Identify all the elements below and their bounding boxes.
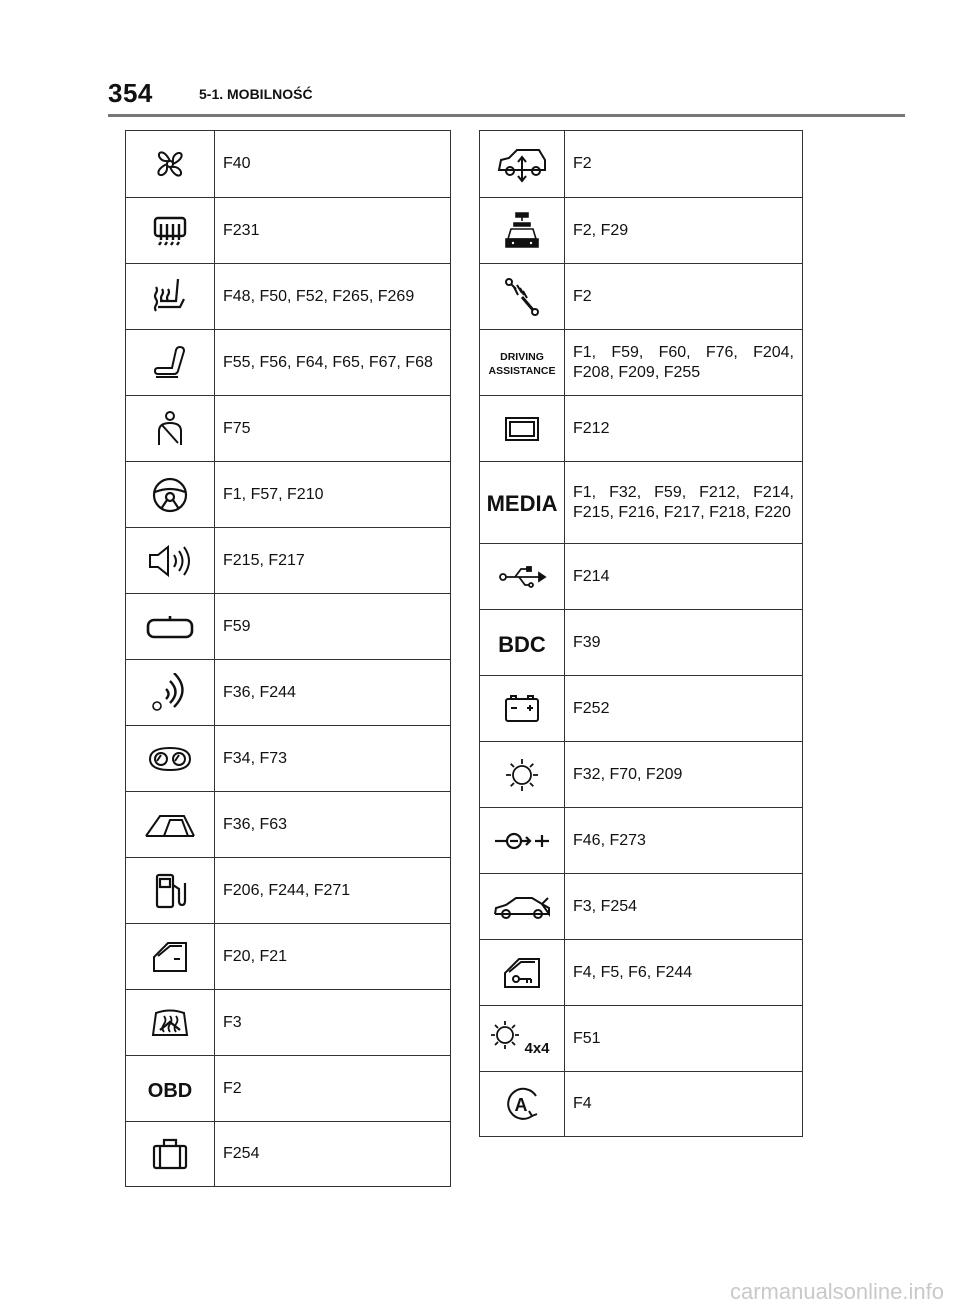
table-row xyxy=(126,461,450,527)
table-row xyxy=(480,807,802,873)
instrument-cluster-icon xyxy=(126,726,215,791)
fuse-list: F2 xyxy=(573,155,592,172)
table-row xyxy=(480,395,802,461)
4x4-gear-icon xyxy=(480,1006,565,1071)
rear-defrost-icon xyxy=(126,198,215,263)
fuse-list: F4 xyxy=(573,1095,592,1112)
page-number: 354 xyxy=(108,78,153,108)
seatbelt-icon xyxy=(126,396,215,461)
seat-icon xyxy=(126,330,215,395)
svg-text:BDC: BDC xyxy=(498,631,546,657)
fuse-list: F36, F63 xyxy=(223,815,288,833)
bdc-icon xyxy=(480,610,565,675)
right-fuse-table xyxy=(479,130,803,1137)
table-row xyxy=(480,1005,802,1071)
steering-wheel-icon xyxy=(126,462,215,527)
car-trunk-icon xyxy=(480,874,565,939)
fuse-list: F36, F244 xyxy=(223,683,296,701)
left-fuse-table xyxy=(125,130,451,1187)
table-row xyxy=(126,659,450,725)
table-row xyxy=(480,543,802,609)
table-row xyxy=(126,791,450,857)
fuse-list: F2, F29 xyxy=(573,221,629,239)
car-suspension-icon xyxy=(480,131,565,197)
svg-text:A: A xyxy=(514,1095,528,1115)
fuse-list: F20, F21 xyxy=(223,947,288,965)
svg-text:ASSISTANCE: ASSISTANCE xyxy=(488,364,556,377)
fuse-list: F55, F56, F64, F65, F67, F68 xyxy=(223,353,433,371)
battery-icon xyxy=(480,676,565,741)
interior-mirror-icon xyxy=(126,594,215,659)
fuse-list: F215, F217 xyxy=(223,551,305,569)
table-row xyxy=(480,675,802,741)
table-row xyxy=(126,1055,450,1121)
table-row xyxy=(126,197,450,263)
table-row xyxy=(126,1121,450,1186)
car-lift-icon xyxy=(480,198,565,263)
svg-text:MEDIA: MEDIA xyxy=(487,490,557,516)
fuse-list: F2 xyxy=(573,287,592,305)
wireless-signal-icon xyxy=(126,660,215,725)
watermark: carmanualsonline.info xyxy=(729,1279,944,1304)
table-row xyxy=(126,923,450,989)
sun-gear-icon xyxy=(480,742,565,807)
table-row xyxy=(126,725,450,791)
fuse-list: F48, F50, F52, F265, F269 xyxy=(223,287,415,305)
shock-absorber-icon xyxy=(480,264,565,329)
fuse-list: F32, F70, F209 xyxy=(573,765,683,783)
fuse-list: F1, F57, F210 xyxy=(223,485,324,503)
table-row xyxy=(480,609,802,675)
fuse-list: F40 xyxy=(223,155,251,172)
table-row xyxy=(126,857,450,923)
fuse-list: F2 xyxy=(223,1079,242,1097)
table-row xyxy=(480,329,802,395)
usb-icon xyxy=(480,544,565,609)
table-row xyxy=(126,131,450,197)
fuse-list: F214 xyxy=(573,567,610,585)
door-lock-icon xyxy=(480,940,565,1005)
fan-icon xyxy=(126,131,215,197)
table-row xyxy=(480,461,802,543)
obd-icon xyxy=(126,1056,215,1121)
fuse-list: F59 xyxy=(223,617,251,635)
windshield-defrost-icon xyxy=(126,990,215,1055)
page-header xyxy=(108,78,905,117)
table-row xyxy=(126,263,450,329)
speaker-icon xyxy=(126,528,215,593)
fuse-list: F206, F244, F271 xyxy=(223,881,351,899)
fuse-list: F4, F5, F6, F244 xyxy=(573,963,693,981)
luggage-icon xyxy=(126,1122,215,1186)
table-row xyxy=(480,263,802,329)
svg-text:4x4: 4x4 xyxy=(524,1039,550,1057)
heated-seat-icon xyxy=(126,264,215,329)
table-row xyxy=(126,395,450,461)
fuse-list: F75 xyxy=(223,419,251,437)
fuse-list: F34, F73 xyxy=(223,749,288,767)
section-title: 5-1. MOBILNOŚĆ xyxy=(199,86,313,102)
fuse-list: F51 xyxy=(573,1029,601,1047)
fuse-list: F231 xyxy=(223,221,260,239)
fuel-pump-icon xyxy=(126,858,215,923)
sunroof-icon xyxy=(126,792,215,857)
table-row xyxy=(126,989,450,1055)
fuse-list: F254 xyxy=(223,1145,260,1162)
fuse-list: F1, F59, F60, F76, F204, F208, F209, F255 xyxy=(573,343,794,381)
display-screen-icon xyxy=(480,396,565,461)
fuse-list: F39 xyxy=(573,633,601,651)
table-row xyxy=(480,873,802,939)
fuse-list: F1, F32, F59, F212, F214, F215, F216, F217, F218, F220 xyxy=(573,483,794,521)
fuse-list: F3, F254 xyxy=(573,897,638,915)
fuse-list: F212 xyxy=(573,419,610,437)
driving-assistance-icon xyxy=(480,330,565,395)
table-row xyxy=(126,527,450,593)
table-row xyxy=(480,131,802,197)
table-row xyxy=(480,197,802,263)
table-row xyxy=(480,939,802,1005)
table-row xyxy=(480,741,802,807)
fuse-list: F252 xyxy=(573,699,610,717)
fuse-list: F46, F273 xyxy=(573,831,646,849)
fuse-list: F3 xyxy=(223,1013,242,1031)
auto-start-stop-icon xyxy=(480,1072,565,1136)
connector-icon xyxy=(480,808,565,873)
table-row xyxy=(480,1071,802,1136)
svg-text:DRIVING: DRIVING xyxy=(500,350,544,363)
svg-text:OBD: OBD xyxy=(147,1079,193,1102)
table-row xyxy=(126,329,450,395)
media-icon xyxy=(480,462,565,543)
table-row xyxy=(126,593,450,659)
door-icon xyxy=(126,924,215,989)
